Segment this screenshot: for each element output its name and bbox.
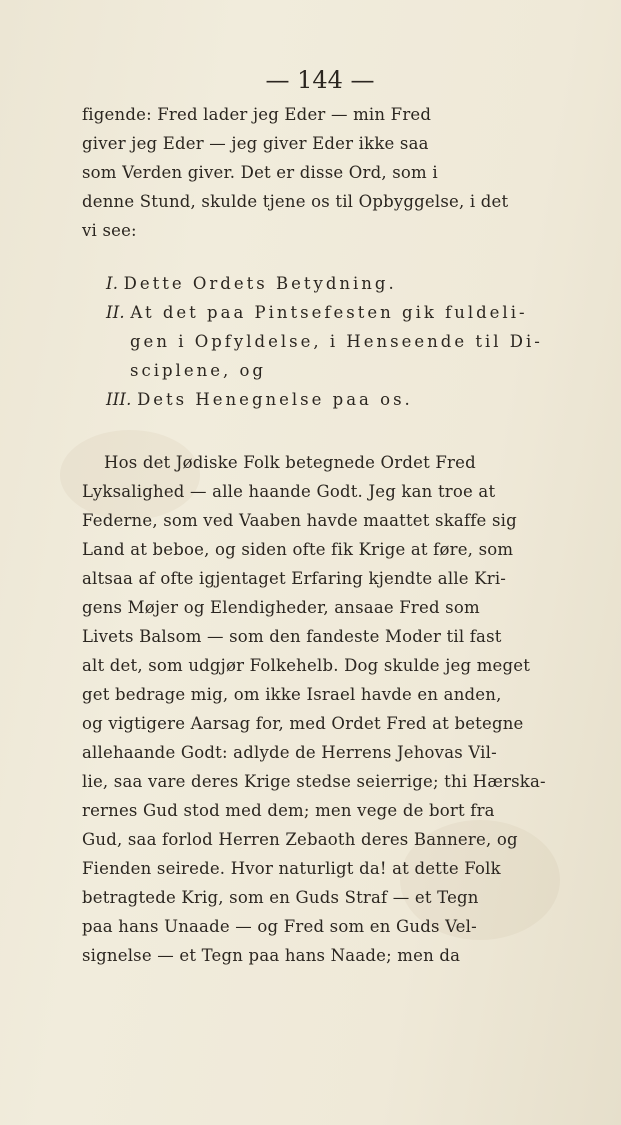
outline-list xyxy=(82,269,572,414)
text-line: betragtede Krig, som en Guds Straf — et Tegn xyxy=(82,888,479,907)
text-line: Livets Balsom — som den fandeste Moder til fast xyxy=(82,627,502,646)
text-line: og vigtigere Aarsag for, med Ordet Fred at betegne xyxy=(82,714,524,733)
text-line: denne Stund, skulde tjene os til Opbyggelse, i det xyxy=(82,192,509,211)
text-line: rernes Gud stod med dem; men vege de bort fra xyxy=(82,801,495,820)
list-number: II. xyxy=(106,303,125,322)
text-line: vi see: xyxy=(82,221,137,240)
text-line: gens Møjer og Elendigheder, ansaae Fred som xyxy=(82,598,480,617)
text-line: giver jeg Eder — jeg giver Eder ikke saa xyxy=(82,134,429,153)
list-number: III. xyxy=(106,390,132,409)
intro-paragraph xyxy=(82,100,572,245)
text-line: Federne, som ved Vaaben havde maattet skaffe sig xyxy=(82,511,517,530)
text-line: Hos det Jødiske Folk betegnede Ordet Fred xyxy=(104,453,476,472)
list-text: gen i Opfyldelse, i Henseende til Di- xyxy=(130,332,543,351)
list-number: I. xyxy=(106,274,119,293)
list-continuation xyxy=(82,356,572,385)
page-number: — 144 — xyxy=(265,66,375,94)
text-line: Land at beboe, og siden ofte fik Krige at føre, som xyxy=(82,540,514,559)
text-line: Lyksalighed — alle haande Godt. Jeg kan troe at xyxy=(82,482,496,501)
list-text: Dette Ordets Betydning. xyxy=(123,274,397,293)
list-item xyxy=(82,385,572,414)
page-text xyxy=(82,60,572,970)
text-line: paa hans Unaade — og Fred som en Guds Vel- xyxy=(82,917,477,936)
text-line: signelse — et Tegn paa hans Naade; men da xyxy=(82,946,461,965)
text-line: figende: Fred lader jeg Eder — min Fred xyxy=(82,105,432,124)
spacer xyxy=(82,414,572,448)
list-text: sciplene, og xyxy=(130,361,266,380)
text-line: get bedrage mig, om ikke Israel havde en anden, xyxy=(82,685,502,704)
text-line: altsaa af ofte igjentaget Erfaring kjendte alle Kri- xyxy=(82,569,507,588)
list-text: Dets Henegnelse paa os. xyxy=(137,390,413,409)
body-paragraph xyxy=(82,448,572,970)
list-item xyxy=(82,269,572,298)
text-line: lie, saa vare deres Krige stedse seierrige; thi Hærska- xyxy=(82,772,546,791)
text-line: Fienden seirede. Hvor naturligt da! at dette Folk xyxy=(82,859,501,878)
list-item xyxy=(82,298,572,327)
spacer xyxy=(82,245,572,269)
text-line: som Verden giver. Det er disse Ord, som i xyxy=(82,163,438,182)
list-continuation xyxy=(82,327,572,356)
list-text: At det paa Pintsefesten gik fuldeli- xyxy=(130,303,528,322)
text-line: allehaande Godt: adlyde de Herrens Jehovas Vil- xyxy=(82,743,497,762)
text-line: alt det, som udgjør Folkehelb. Dog skulde jeg meget xyxy=(82,656,531,675)
text-line: Gud, saa forlod Herren Zebaoth deres Bannere, og xyxy=(82,830,518,849)
